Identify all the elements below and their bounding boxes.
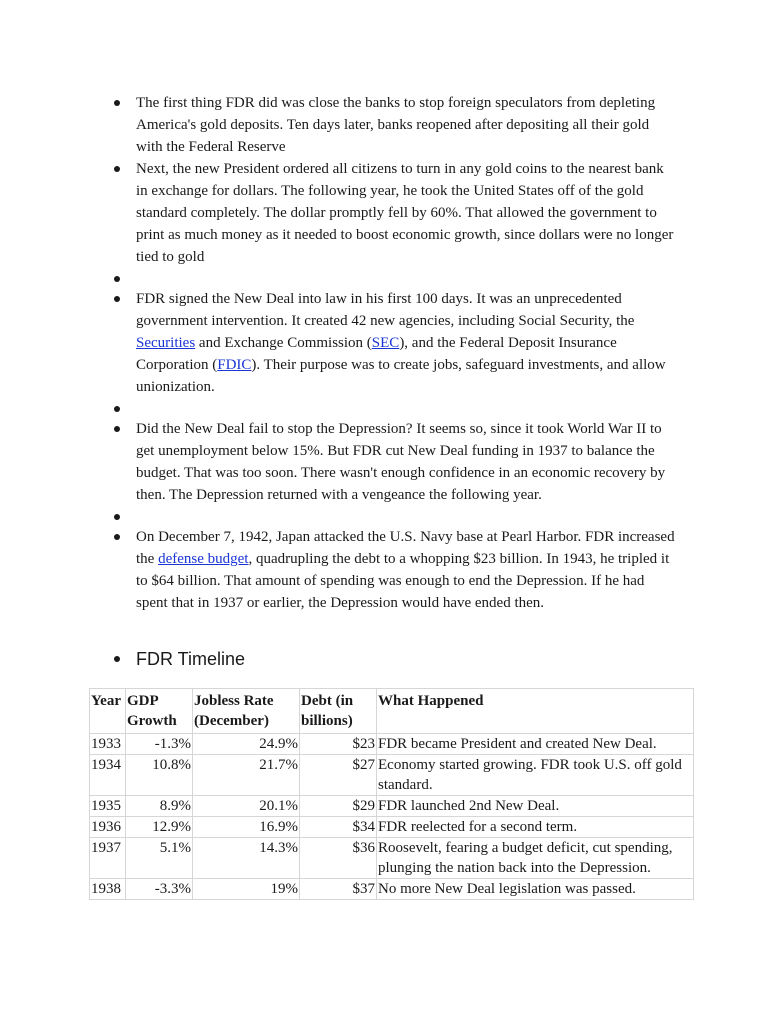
bullet-text: FDR signed the New Deal into law in his first 100 days. It was an unprecedented government intervention. It created 42 new agencies, including Social Security, the bbox=[136, 291, 635, 329]
list-spacer bbox=[0, 506, 768, 526]
cell-year: 1937 bbox=[90, 838, 126, 879]
bullet-text: Did the New Deal fail to stop the Depression? It seems so, since it took World War II to get unemployment below 15%. But FDR cut New Deal funding in 1937 to balance the budget. That was too soon. There wasn't enough confidence in an economic recovery by then. The Depression returned with a vengeance the following year. bbox=[136, 421, 666, 503]
fdr-timeline-table bbox=[89, 688, 694, 900]
sec-link[interactable]: SEC bbox=[371, 335, 400, 351]
bullet-text: The first thing FDR did was close the banks to stop foreign speculators from depleting America's gold deposits. Ten days later, banks reopened after depositing all their gold with the Federal Reserve bbox=[136, 95, 656, 155]
cell-jobless-rate: 24.9% bbox=[193, 734, 300, 755]
cell-what-happened: Economy started growing. FDR took U.S. off gold standard. bbox=[377, 755, 694, 796]
cell-year: 1936 bbox=[90, 817, 126, 838]
fdic-link[interactable]: FDIC bbox=[217, 357, 252, 373]
bullet-list bbox=[0, 92, 768, 614]
table-header-row bbox=[90, 689, 694, 734]
header-gdp-growth: GDP Growth bbox=[126, 689, 193, 734]
bullet-new-deal bbox=[0, 288, 768, 398]
list-spacer bbox=[0, 268, 768, 288]
cell-debt: $27 bbox=[300, 755, 377, 796]
bullet-new-deal-failure bbox=[0, 418, 768, 506]
timeline-heading: FDR Timeline bbox=[0, 646, 245, 672]
bullet-text: On December 7, 1942, Japan attacked the U.S. Navy base at Pearl Harbor. FDR increased the bbox=[136, 529, 675, 567]
cell-jobless-rate: 16.9% bbox=[193, 817, 300, 838]
cell-jobless-rate: 14.3% bbox=[193, 838, 300, 879]
cell-debt: $23 bbox=[300, 734, 377, 755]
bullet-text: Next, the new President ordered all citizens to turn in any gold coins to the nearest bank in exchange for dollars. The following year, he took the United States off of the gold standard completely. The dollar promptly fell by 60%. That allowed the government to print as much money as it needed to boost economic growth, since dollars were no longer tied to gold bbox=[136, 161, 674, 265]
bullet-text: and Exchange Commission ( bbox=[195, 335, 372, 351]
cell-debt: $29 bbox=[300, 796, 377, 817]
cell-gdp-growth: 12.9% bbox=[126, 817, 193, 838]
header-what-happened: What Happened bbox=[377, 689, 694, 734]
cell-what-happened: FDR reelected for a second term. bbox=[377, 817, 694, 838]
table-row bbox=[90, 838, 694, 879]
header-year: Year bbox=[90, 689, 126, 734]
table-row bbox=[90, 796, 694, 817]
bullet-text: ). Their purpose was to create jobs, safeguard investments, and allow unionization. bbox=[136, 357, 666, 395]
cell-year: 1934 bbox=[90, 755, 126, 796]
bullet-text: , quadrupling the debt to a whopping $23 billion. In 1943, he tripled it to $64 billion. That amount of spending was enough to end the Depression. If he had spent that in 1937 or earlier, the Depression would have ended then. bbox=[136, 551, 670, 611]
bullet-gold-coins bbox=[0, 158, 768, 268]
bullet-text: ), and the Federal Deposit Insurance Corporation ( bbox=[136, 335, 617, 373]
cell-year: 1938 bbox=[90, 879, 126, 900]
cell-what-happened: No more New Deal legislation was passed. bbox=[377, 879, 694, 900]
cell-what-happened: FDR launched 2nd New Deal. bbox=[377, 796, 694, 817]
cell-what-happened: FDR became President and created New Deal. bbox=[377, 734, 694, 755]
list-spacer bbox=[0, 398, 768, 418]
cell-gdp-growth: -1.3% bbox=[126, 734, 193, 755]
cell-debt: $34 bbox=[300, 817, 377, 838]
bullet-bank-closure bbox=[0, 92, 768, 158]
cell-debt: $37 bbox=[300, 879, 377, 900]
cell-debt: $36 bbox=[300, 838, 377, 879]
cell-year: 1933 bbox=[90, 734, 126, 755]
cell-gdp-growth: 10.8% bbox=[126, 755, 193, 796]
bullet-pearl-harbor bbox=[0, 526, 768, 614]
table-row bbox=[90, 879, 694, 900]
header-debt: Debt (in billions) bbox=[300, 689, 377, 734]
cell-jobless-rate: 20.1% bbox=[193, 796, 300, 817]
cell-gdp-growth: 8.9% bbox=[126, 796, 193, 817]
table-row bbox=[90, 817, 694, 838]
cell-gdp-growth: -3.3% bbox=[126, 879, 193, 900]
cell-year: 1935 bbox=[90, 796, 126, 817]
header-jobless-rate: Jobless Rate (December) bbox=[193, 689, 300, 734]
table-row bbox=[90, 755, 694, 796]
defense-budget-link[interactable]: defense budget bbox=[158, 551, 249, 567]
cell-what-happened: Roosevelt, fearing a budget deficit, cut spending, plunging the nation back into the Depression. bbox=[377, 838, 694, 879]
cell-gdp-growth: 5.1% bbox=[126, 838, 193, 879]
cell-jobless-rate: 21.7% bbox=[193, 755, 300, 796]
securities-link[interactable]: Securities bbox=[136, 335, 196, 351]
table-row bbox=[90, 734, 694, 755]
cell-jobless-rate: 19% bbox=[193, 879, 300, 900]
